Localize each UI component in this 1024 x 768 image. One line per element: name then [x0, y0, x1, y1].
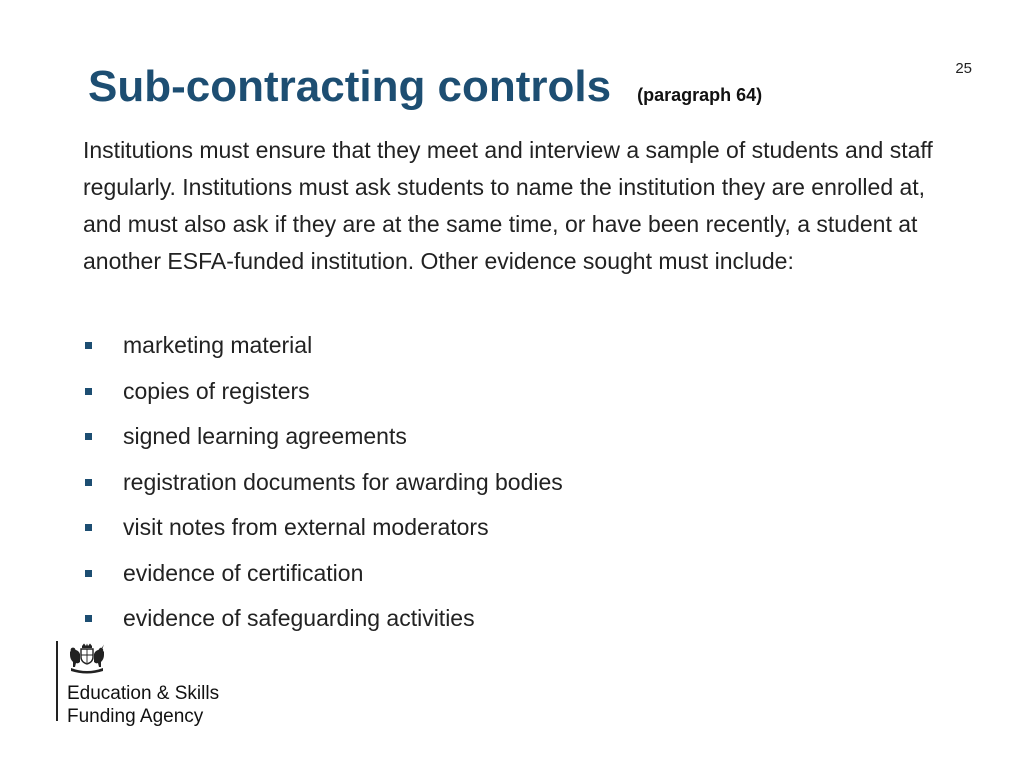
- square-bullet-icon: [85, 342, 92, 349]
- square-bullet-icon: [85, 570, 92, 577]
- title-reference: (paragraph 64): [637, 85, 763, 105]
- bullet-text: visit notes from external moderators: [123, 514, 489, 541]
- square-bullet-icon: [85, 479, 92, 486]
- list-item: [83, 323, 563, 369]
- list-item: [83, 596, 563, 642]
- list-item: [83, 460, 563, 506]
- org-name-line-2: Funding Agency: [67, 706, 204, 727]
- list-item: [83, 551, 563, 597]
- bullet-text: copies of registers: [123, 377, 310, 404]
- bullet-text: signed learning agreements: [123, 423, 407, 450]
- square-bullet-icon: [85, 524, 92, 531]
- list-item: [83, 369, 563, 415]
- logo-content: [67, 641, 220, 727]
- body-paragraph: Institutions must ensure that they meet and interview a sample of students and staff regularly. Institutions must ask students to name the institution they are enrolled at, and must also ask if they are at the same time, or have been recently, a student at another ESFA-funded institution. Other evidence sought must include:: [83, 137, 933, 274]
- esfa-logo: [56, 641, 220, 727]
- bullet-text: evidence of safeguarding activities: [123, 605, 475, 632]
- page-number: 25: [955, 60, 972, 77]
- slide-title: Sub-contracting controls: [88, 62, 612, 111]
- bullet-text: evidence of certification: [123, 559, 364, 586]
- org-name-line-1: Education & Skills: [67, 683, 220, 704]
- list-item: [83, 414, 563, 460]
- bullet-list: [83, 323, 563, 642]
- square-bullet-icon: [85, 433, 92, 440]
- royal-coat-of-arms-icon: [67, 643, 107, 675]
- bullet-text: registration documents for awarding bodies: [123, 468, 563, 495]
- org-name: [67, 682, 219, 728]
- title-row: [88, 62, 762, 112]
- logo-divider: [56, 641, 58, 721]
- square-bullet-icon: [85, 388, 92, 395]
- bullet-text: marketing material: [123, 332, 313, 359]
- square-bullet-icon: [85, 615, 92, 622]
- list-item: [83, 505, 563, 551]
